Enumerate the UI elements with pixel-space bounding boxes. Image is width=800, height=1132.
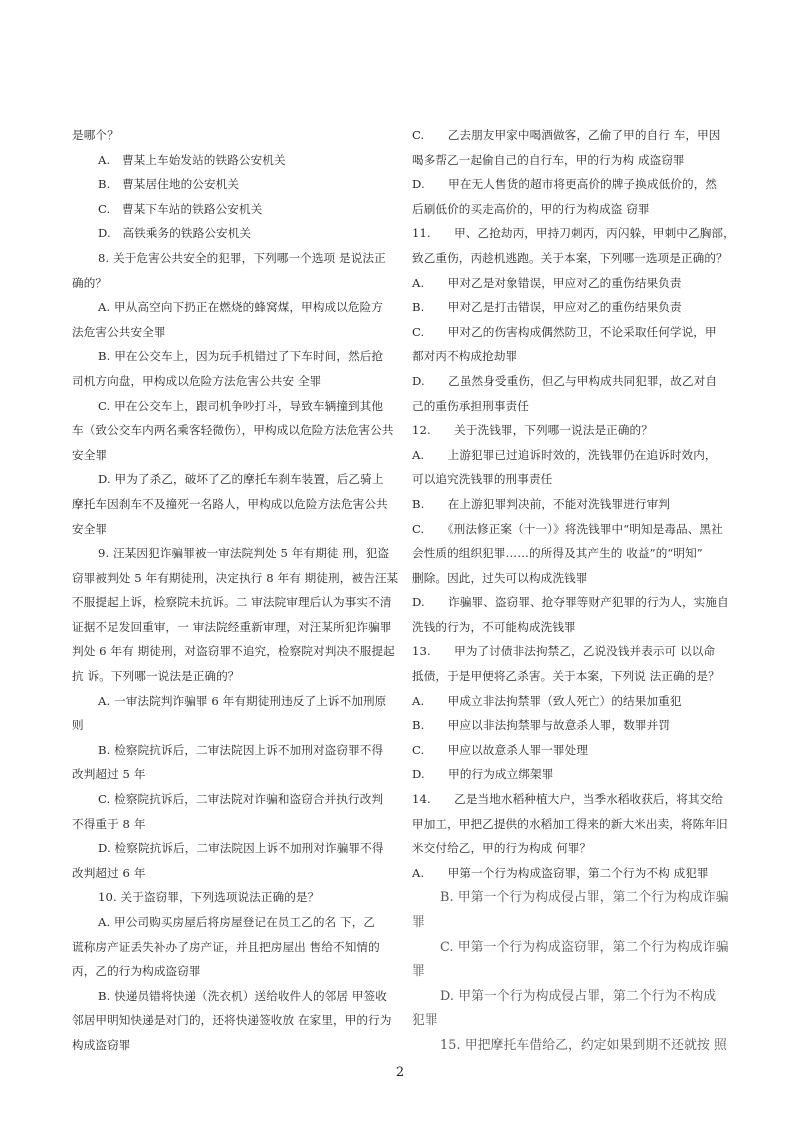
text-line: 都对丙不构成抢劫罪 — [412, 349, 518, 364]
text-line: 改判超过 6 年 — [72, 865, 146, 880]
text-line: 甲加工，甲把乙提供的水稻加工得来的新大米出卖，将陈年旧 — [412, 816, 728, 831]
text-line: D. 甲在无人售货的超市将更高价的牌子换成低价的，然 — [412, 177, 718, 192]
text-line: 会性质的组织犯罪……的所得及其产生的 收益”的“明知” — [412, 546, 703, 561]
page-number: 2 — [395, 1065, 405, 1080]
text-line: 10. 关于盗窃罪，下列选项说法正确的是？ — [98, 890, 320, 905]
text-line: B. 检察院抗诉后，二审法院因上诉不加刑对盗窃罪不得 — [98, 742, 384, 757]
text-line: A. 甲第一个行为构成盗窃罪，第二个行为不构 成犯罪 — [412, 865, 709, 880]
text-line: C. 检察院抗诉后，二审法院对诈骗和盗窃合并执行改判 — [98, 792, 384, 807]
text-line: 抵债，于是甲便将乙杀害。关于本案，下列说 法正确的是？ — [412, 669, 720, 684]
text-line: 8. 关于危害公共安全的犯罪，下列哪一个选项 是说法正 — [98, 250, 386, 265]
text-line: A. 上游犯罪已过追诉时效的，洗钱罪仍在追诉时效内， — [412, 447, 717, 462]
text-line: 不得重于 8 年 — [72, 816, 146, 831]
text-line: D. 甲为了杀乙，破坏了乙的摩托车刹车装置，后乙骑上 — [98, 472, 384, 487]
text-line: C. 曹某下车站的铁路公安机关 — [98, 201, 263, 216]
text-line: 司机方向盘，甲构成以危险方法危害公共安 全罪 — [72, 373, 322, 388]
right-column — [412, 128, 742, 1063]
text-line: 9. 汪某因犯诈骗罪被一审法院判处 5 年有期徒 刑，犯盗 — [98, 546, 390, 561]
text-line: C. 甲在公交车上，跟司机争吵打斗，导致车辆撞到其他 — [98, 398, 384, 413]
text-line: 犯罪 — [412, 1013, 438, 1029]
text-line: D. 诈骗罪、盗窃罪、抢夺罪等财产犯罪的行为人，实施自 — [412, 595, 729, 610]
text-line: 安全罪 — [72, 521, 108, 536]
text-line: 确的？ — [72, 275, 108, 290]
text-line: B. 在上游犯罪判决前，不能对洗钱罪进行审判 — [412, 496, 670, 511]
text-line: 车（致公交车内两名乘客轻微伤），甲构成以危险方法危害公共 — [72, 423, 394, 438]
text-line: 不服提起上诉，检察院未抗诉。二 审法院审理后认为事实不清 — [72, 595, 392, 610]
text-line: 15. 甲把摩托车借给乙，约定如果到期不还就按 照 — [440, 1037, 727, 1053]
text-line: B. 甲第一个行为构成侵占罪，第二个行为构成诈骗 — [440, 890, 729, 906]
text-line: B. 甲在公交车上，因为玩手机错过了下车时间，然后抢 — [98, 349, 384, 364]
text-line: D. 检察院抗诉后，二审法院因上诉不加刑对诈骗罪不得 — [98, 841, 384, 856]
text-line: 13. 甲为了讨债非法拘禁乙，乙说没钱并表示可 以以命 — [412, 644, 716, 659]
text-line: 洗钱的行为，不可能构成洗钱罪 — [412, 619, 576, 634]
text-line: C. 《刑法修正案（十一）》将洗钱罪中“明知是毒品、黑社 — [412, 521, 723, 536]
text-line: D. 乙虽然身受重伤，但乙与甲构成共同犯罪，故乙对自 — [412, 373, 718, 388]
text-line: 可以追究洗钱罪的刑事责任 — [412, 472, 553, 487]
text-line: 喝多帮乙一起偷自己的自行车，甲的行为构 成盗窃罪 — [412, 152, 685, 167]
text-line: A. 甲成立非法拘禁罪（致人死亡）的结果加重犯 — [412, 693, 682, 708]
text-line: B. 甲对乙是打击错误，甲应对乙的重伤结果负责 — [412, 300, 682, 315]
text-line: 构成盗窃罪 — [72, 1037, 131, 1052]
text-line: C. 乙去朋友甲家中喝酒做客，乙偷了甲的自行 车，甲因 — [412, 128, 721, 142]
text-line: 邻居甲明知快递是对门的，还将快递签收放 在家里，甲的行为 — [72, 1013, 392, 1028]
text-line: A. 一审法院判诈骗罪 6 年有期徒刑违反了上诉不加刑原 — [98, 693, 387, 708]
left-column — [72, 128, 402, 1063]
text-line: 改判超过 5 年 — [72, 767, 146, 782]
text-line: 米交付给乙，甲的行为构成 何罪？ — [412, 841, 592, 856]
text-line: 窃罪被判处 5 年有期徒刑，决定执行 8 年有 期徒刑，被告汪某 — [72, 570, 399, 585]
text-line: 己的重伤承担刑事责任 — [412, 398, 529, 413]
text-line: 删除。因此，过失可以构成洗钱罪 — [412, 570, 588, 585]
text-line: 罪 — [412, 964, 425, 980]
text-line: D. 甲第一个行为构成侵占罪，第二个行为不构成 — [440, 988, 717, 1004]
text-line: B. 甲应以非法拘禁罪与故意杀人罪，数罪并罚 — [412, 718, 670, 733]
text-line: 11. 甲、乙抢劫丙，甲持刀刺丙，丙闪躲，甲刺中乙胸部， — [412, 226, 735, 241]
text-line: 12. 关于洗钱罪，下列哪一说法是正确的？ — [412, 423, 653, 438]
text-line: D. 高铁乘务的铁路公安机关 — [98, 226, 252, 241]
text-line: 判处 6 年有 期徒刑，对盗窃罪不追究，检察院对判决不服提起 — [72, 644, 395, 659]
text-line: A. 曹某上车始发站的铁路公安机关 — [98, 152, 286, 167]
text-line: A. 甲从高空向下扔正在燃烧的蜂窝煤，甲构成以危险方 — [98, 300, 384, 315]
text-line: 是哪个？ — [72, 128, 119, 142]
text-line: 安全罪 — [72, 447, 108, 462]
text-line: 摩托车因刹车不及撞死一名路人，甲构成以危险方法危害公共 — [72, 496, 388, 511]
text-line: D. 甲的行为成立绑架罪 — [412, 767, 554, 782]
text-line: 致乙重伤，丙趁机逃跑。关于本案，下列哪一选项是正确的？ — [412, 250, 728, 265]
text-line: 则 — [72, 718, 84, 733]
text-line: 证据不足发回重审，一 审法院经重新审理，对汪某所犯诈骗罪 — [72, 619, 392, 634]
text-line: 法危害公共安全罪 — [72, 324, 166, 339]
text-line: 丙，乙的行为构成盗窃罪 — [72, 964, 201, 979]
text-line: 谎称房产证丢失补办了房产证，并且把房屋出 售给不知情的 — [72, 939, 380, 954]
text-line: C. 甲应以故意杀人罪一罪处理 — [412, 742, 589, 757]
text-line: 后刷低价的买走高价的，甲的行为构成盗 窃罪 — [412, 201, 650, 216]
text-line: 抗 诉。下列哪一说法是正确的？ — [72, 669, 240, 684]
text-line: 14. 乙是当地水稻种植大户，当季水稻收获后，将其交给 — [412, 792, 724, 807]
text-line: A. 甲公司购买房屋后将房屋登记在员工乙的名 下，乙 — [98, 915, 376, 929]
text-line: B. 快递员错将快递（洗衣机）送给收件人的邻居 甲签收 — [98, 988, 387, 1003]
text-line: B. 曹某居住地的公安机关 — [98, 177, 240, 192]
text-line: A. 甲对乙是对象错误，甲应对乙的重伤结果负责 — [412, 275, 682, 290]
text-line: C. 甲第一个行为构成盗窃罪，第二个行为构成诈骗 — [440, 939, 729, 955]
text-line: C. 甲对乙的伤害构成偶然防卫，不论采取任何学说，甲 — [412, 324, 717, 339]
text-line: 罪 — [412, 915, 425, 930]
